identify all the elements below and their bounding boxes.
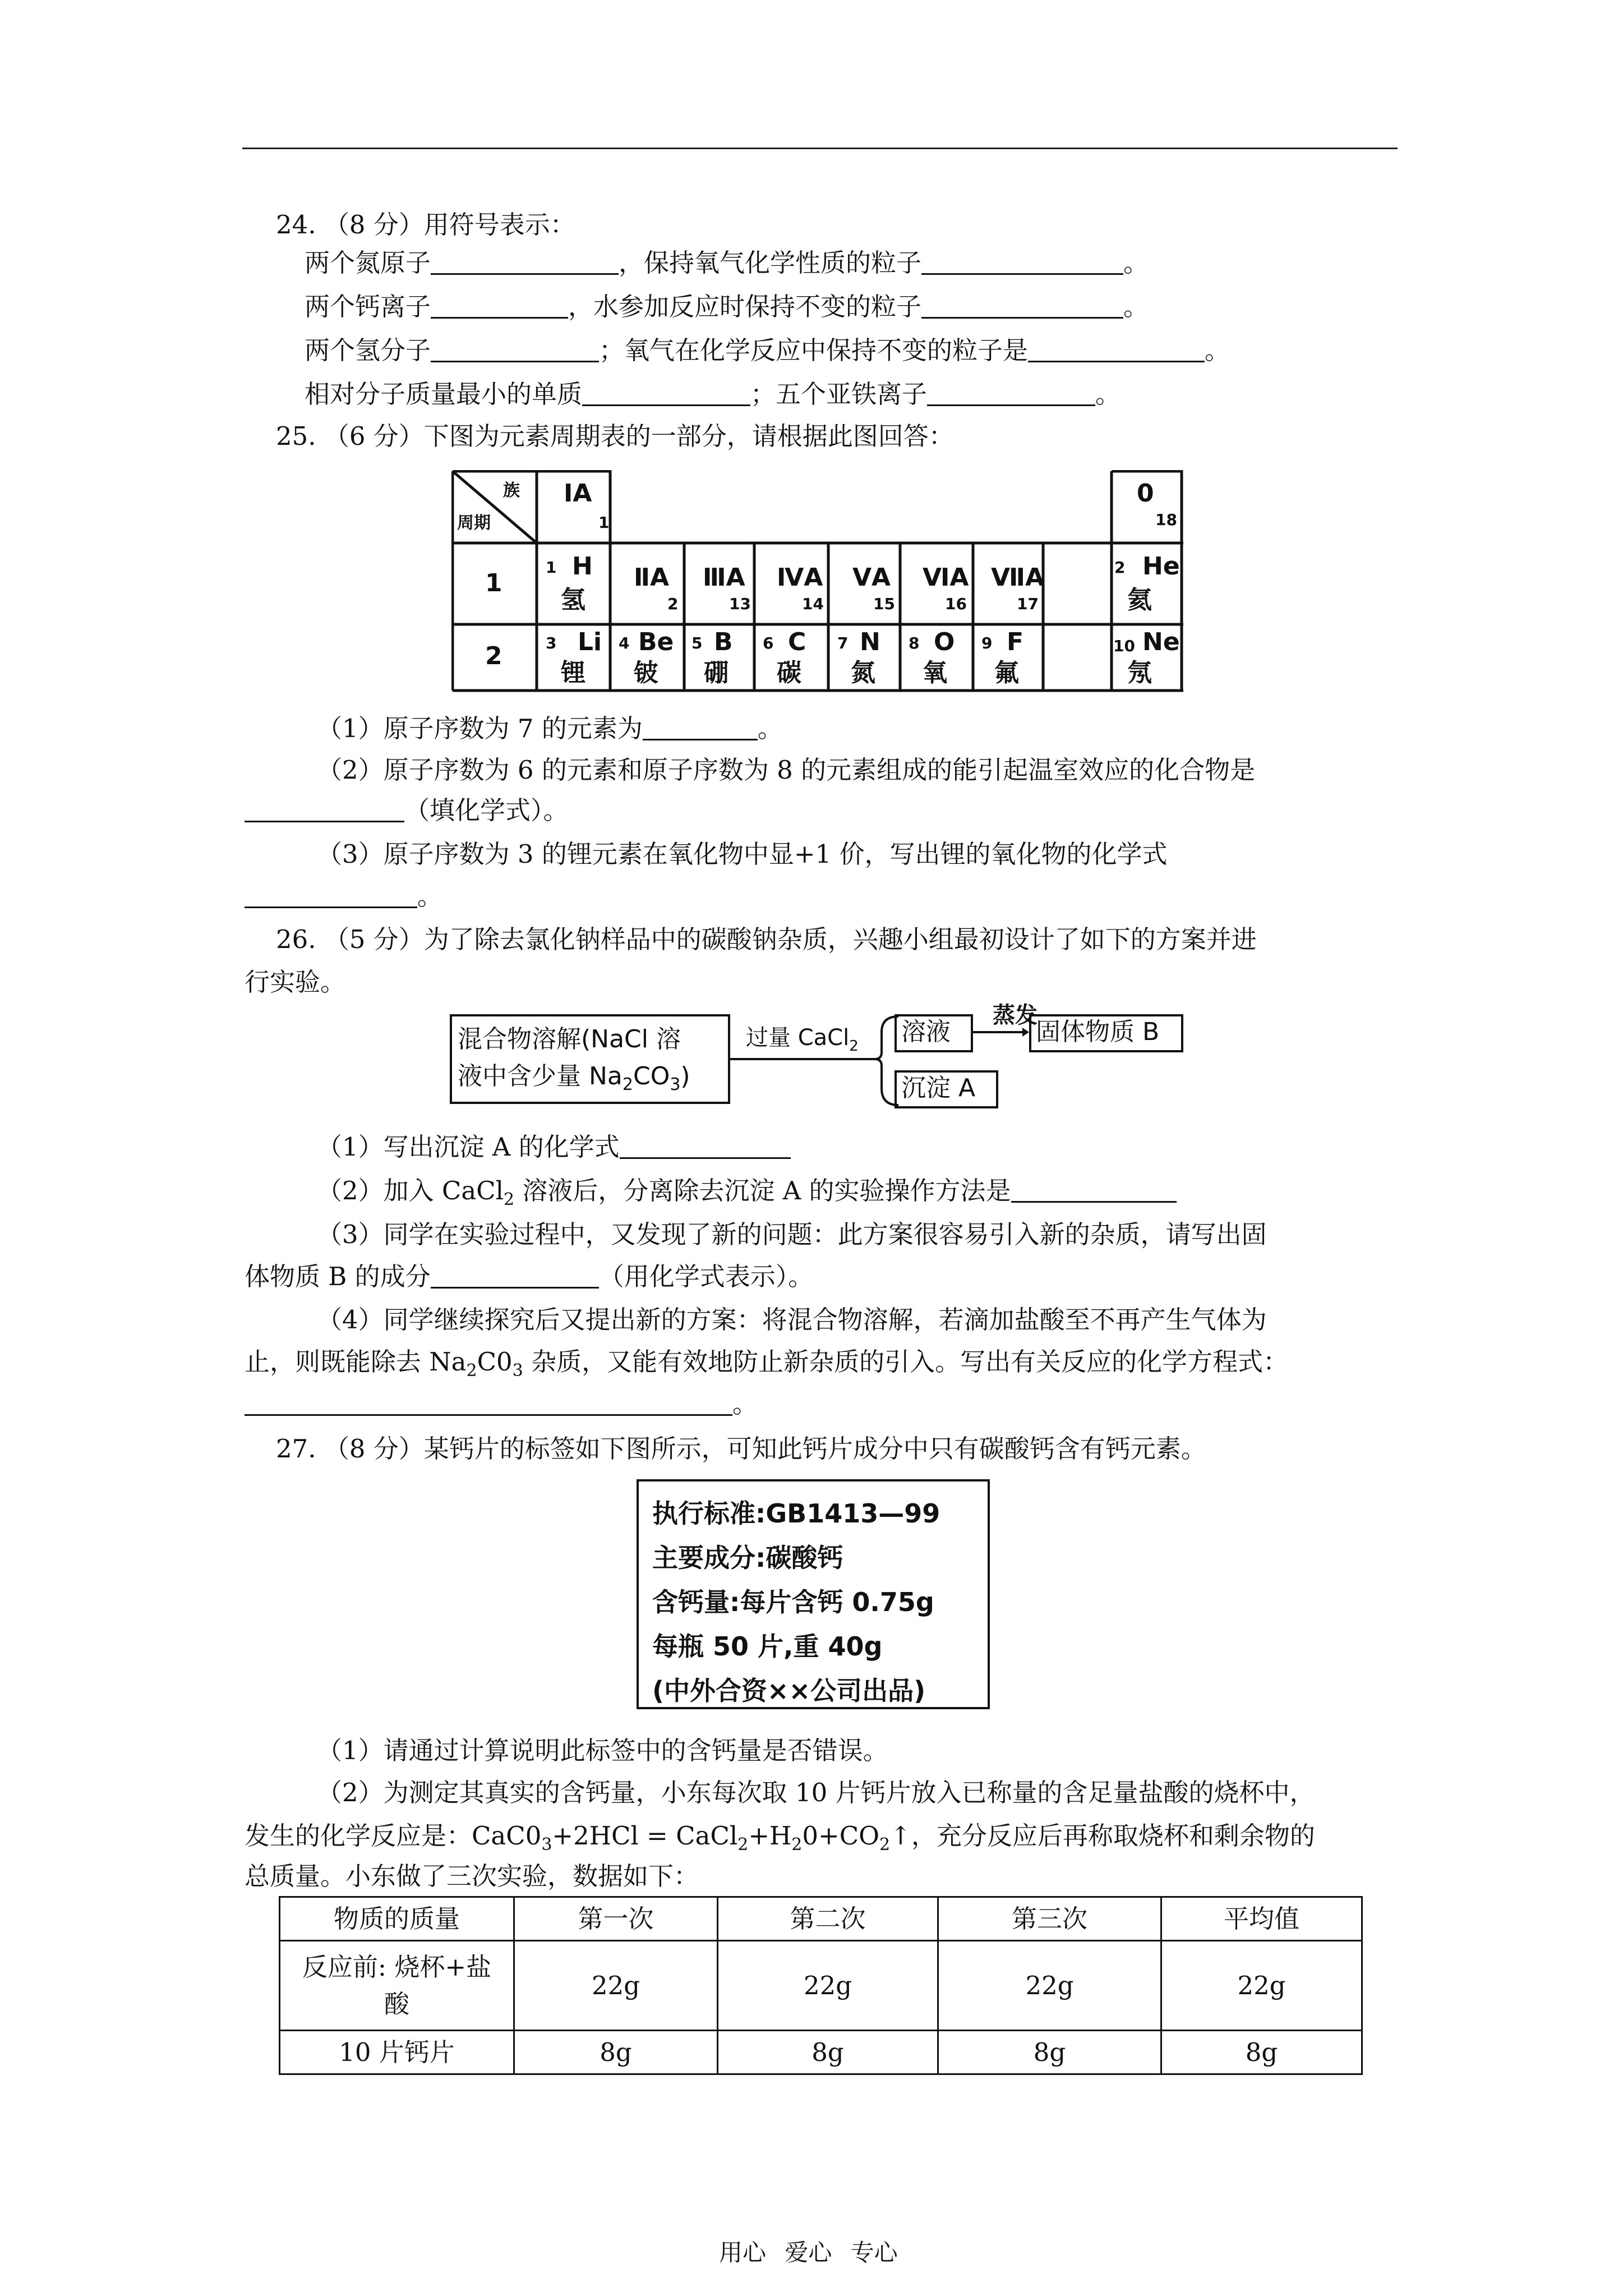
element-li-symbol: Li <box>578 628 602 656</box>
answer-blank[interactable] <box>431 1264 599 1289</box>
header-period-label: 周期 <box>457 513 491 533</box>
header-rule <box>242 148 1398 149</box>
table-cell: 8g <box>718 2031 938 2074</box>
answer-blank[interactable] <box>431 338 599 362</box>
element-be-number: 4 <box>619 634 630 652</box>
element-ne-symbol: Ne <box>1142 628 1180 656</box>
answer-blank[interactable] <box>431 295 568 319</box>
table-row <box>280 1941 1362 2031</box>
q25-part2: （2）原子序数为 6 的元素和原子序数为 8 的元素组成的能引起温室效应的化合物是 <box>317 755 1256 785</box>
q25-part3: （3）原子序数为 3 的锂元素在氧化物中显+1 价，写出锂的氧化物的化学式 <box>317 839 1168 869</box>
flow-mixture-line2: 液中含少量 $Na_2CO_3$) <box>458 1062 690 1094</box>
element-li-number: 3 <box>546 634 557 652</box>
flow-evaporate-label: 蒸发 <box>993 1002 1038 1028</box>
calcium-tablet-label <box>637 1479 990 1709</box>
element-c-number: 6 <box>763 634 774 652</box>
table-header-cell: 第三次 <box>938 1897 1161 1941</box>
q27-part2: （2）为测定其真实的含钙量，小东每次取 10 片钙片放入已称量的含足量盐酸的烧杯中， <box>317 1778 1315 1807</box>
table-cell: 8g <box>1161 2031 1362 2074</box>
element-be-symbol: Be <box>638 628 674 656</box>
header-group-label: 族 <box>503 481 520 500</box>
q24-row3: 两个氢分子 ；氧气在化学反应中保持不变的粒子是 。 <box>305 335 1230 365</box>
answer-blank[interactable] <box>643 716 758 740</box>
q27-title: 27. （8 分）某钙片的标签如下图所示，可知此钙片成分中只有碳酸钙含有钙元素。 <box>276 1434 1206 1464</box>
element-h-symbol: H <box>572 552 593 581</box>
flow-reagent-label: 过量 CaCl$_2$ <box>746 1025 859 1055</box>
q26-intro-cont: 行实验。 <box>245 967 346 997</box>
table-cell: 8g <box>938 2031 1161 2074</box>
table-cell: 8g <box>514 2031 718 2074</box>
period-2-label: 2 <box>485 642 502 670</box>
group-0-label: 0 <box>1137 479 1154 508</box>
label-calcium-content: 含钙量:每片含钙 0.75g <box>652 1587 934 1617</box>
group-viia-number: 17 <box>1017 595 1039 613</box>
table-cell: 22g <box>1161 1941 1362 2031</box>
table-header-row <box>280 1897 1362 1941</box>
q25-part2-answer: （填化学式）。 <box>245 798 569 823</box>
flow-arrow-evaporate <box>973 1024 1029 1041</box>
q26-part4-answer: 。 <box>245 1391 758 1416</box>
group-ia-label: IA <box>564 479 592 508</box>
experiment-data-table <box>279 1896 1363 2075</box>
q26-intro: 26. （5 分）为了除去氯化钠样品中的碳酸钠杂质，兴趣小组最初设计了如下的方案并进 <box>276 924 1257 954</box>
table-row <box>280 2031 1362 2074</box>
period-1-label: 1 <box>485 569 502 597</box>
table-cell: 22g <box>718 1941 938 2031</box>
group-via-number: 16 <box>945 595 967 613</box>
element-c-symbol: C <box>788 628 806 656</box>
element-be-name: 铍 <box>634 659 658 687</box>
group-iia-label: ⅡA <box>634 563 670 592</box>
q24-title: 24. （8 分）用符号表示： <box>276 210 575 240</box>
flow-precipitate-a-box: 沉淀 A <box>895 1070 998 1108</box>
table-header-cell: 平均值 <box>1161 1897 1362 1941</box>
answer-blank[interactable] <box>921 295 1123 319</box>
q25-part1: （1）原子序数为 7 的元素为 。 <box>317 714 783 743</box>
answer-blank[interactable] <box>1011 1179 1177 1203</box>
page-footer: 用心 爱心 专心 <box>719 2239 898 2266</box>
q25-part3-answer: 。 <box>245 884 442 909</box>
element-he-name: 氦 <box>1127 586 1152 614</box>
element-f-name: 氟 <box>994 659 1019 687</box>
q26-part4-cont: 止，则既能除去 $Na_2C0_3$ 杂质，又能有效地防止新杂质的引入。写出有关反应的化学方程式： <box>245 1347 1289 1381</box>
element-h-number: 1 <box>546 558 557 577</box>
element-li-name: 锂 <box>561 659 585 687</box>
q26-part4: （4）同学继续探究后又提出新的方案：将混合物溶解，若滴加盐酸至不再产生气体为 <box>317 1305 1267 1335</box>
element-b-name: 硼 <box>704 659 728 687</box>
element-he-number: 2 <box>1114 558 1126 577</box>
table-header-cell: 第一次 <box>514 1897 718 1941</box>
flow-mixture-box <box>450 1014 730 1104</box>
group-via-label: ⅥA <box>923 563 969 592</box>
group-iva-label: ⅣA <box>777 563 823 592</box>
q25-title: 25. （6 分）下图为元素周期表的一部分，请根据此图回答： <box>276 421 954 451</box>
element-f-symbol: F <box>1007 628 1024 656</box>
q24-row4: 相对分子质量最小的单质 ；五个亚铁离子 。 <box>305 379 1121 409</box>
element-c-name: 碳 <box>777 659 801 687</box>
answer-blank[interactable] <box>245 884 417 908</box>
q24-row1: 两个氮原子 ，保持氧气化学性质的粒子 。 <box>305 248 1149 278</box>
q26-part3: （3）同学在实验过程中，又发现了新的问题：此方案很容易引入新的杂质，请写出固 <box>317 1220 1267 1249</box>
element-b-number: 5 <box>691 634 703 652</box>
answer-blank[interactable] <box>245 798 404 822</box>
answer-blank[interactable] <box>582 382 750 406</box>
group-iia-number: 2 <box>667 595 679 613</box>
q26-part2: （2）加入 CaCl$_2$ 溶液后，分离除去沉淀 A 的实验操作方法是 <box>317 1178 1177 1208</box>
answer-blank[interactable] <box>245 1392 732 1416</box>
label-standard: 执行标准:GB1413—99 <box>652 1498 940 1529</box>
group-viia-label: ⅦA <box>991 563 1045 592</box>
label-manufacturer: (中外合资××公司出品) <box>652 1676 926 1706</box>
flow-mixture-line1: 混合物溶解(NaCl 溶 <box>458 1025 681 1053</box>
group-iiia-label: ⅢA <box>703 563 745 592</box>
flow-arrow-brace <box>730 1010 910 1111</box>
q26-part1: （1）写出沉淀 A 的化学式 <box>317 1134 791 1159</box>
q26-part3-cont: 体物质 B 的成分 （用化学式表示）。 <box>245 1262 814 1291</box>
group-0-number: 18 <box>1155 510 1177 529</box>
group-iva-number: 14 <box>802 595 824 613</box>
label-bottle-content: 每瓶 50 片,重 40g <box>652 1631 883 1662</box>
flow-solid-b-box: 固体物质 B <box>1029 1014 1183 1052</box>
table-header-cell: 物质的质量 <box>280 1897 514 1941</box>
flow-solution-box: 溶液 <box>895 1014 973 1052</box>
answer-blank[interactable] <box>1028 338 1205 362</box>
group-va-label: ⅤA <box>852 563 891 592</box>
q27-part1: （1）请通过计算说明此标签中的含钙量是否错误。 <box>317 1736 888 1765</box>
q27-part2-cont: 总质量。小东做了三次实验，数据如下： <box>245 1861 699 1891</box>
q24-row2: 两个钙离子 ，水参加反应时保持不变的粒子 。 <box>305 292 1149 321</box>
element-n-number: 7 <box>837 634 849 652</box>
group-va-number: 15 <box>873 595 895 613</box>
element-o-number: 8 <box>909 634 920 652</box>
element-n-name: 氮 <box>851 659 875 687</box>
element-o-name: 氧 <box>923 659 947 687</box>
periodic-table <box>451 470 1183 694</box>
element-he-symbol: He <box>1142 552 1180 581</box>
answer-blank[interactable] <box>431 251 619 275</box>
table-row-label: 10 片钙片 <box>280 2031 514 2074</box>
label-ingredient: 主要成分:碳酸钙 <box>652 1543 843 1573</box>
q27-part2-reaction: 发生的化学反应是：$CaC0_3+2HCl$ = $CaCl_2+H_20+CO_2↑$，充分反应后再称取烧杯和剩余物的 <box>245 1821 1315 1855</box>
answer-blank[interactable] <box>921 251 1123 275</box>
table-cell: 22g <box>938 1941 1161 2031</box>
group-iiia-number: 13 <box>729 595 751 613</box>
table-cell: 22g <box>514 1941 718 2031</box>
answer-blank[interactable] <box>620 1135 791 1159</box>
element-o-symbol: O <box>934 628 955 656</box>
table-row-label: 反应前: 烧杯+盐 酸 <box>280 1941 514 2031</box>
answer-blank[interactable] <box>927 382 1095 406</box>
element-ne-name: 氖 <box>1127 659 1152 687</box>
table-header-cell: 第二次 <box>718 1897 938 1941</box>
element-h-name: 氢 <box>561 586 585 614</box>
group-ia-number: 1 <box>598 513 610 532</box>
element-b-symbol: B <box>714 628 733 656</box>
element-ne-number: 10 <box>1113 637 1135 655</box>
element-n-symbol: N <box>860 628 880 656</box>
element-f-number: 9 <box>981 634 993 652</box>
